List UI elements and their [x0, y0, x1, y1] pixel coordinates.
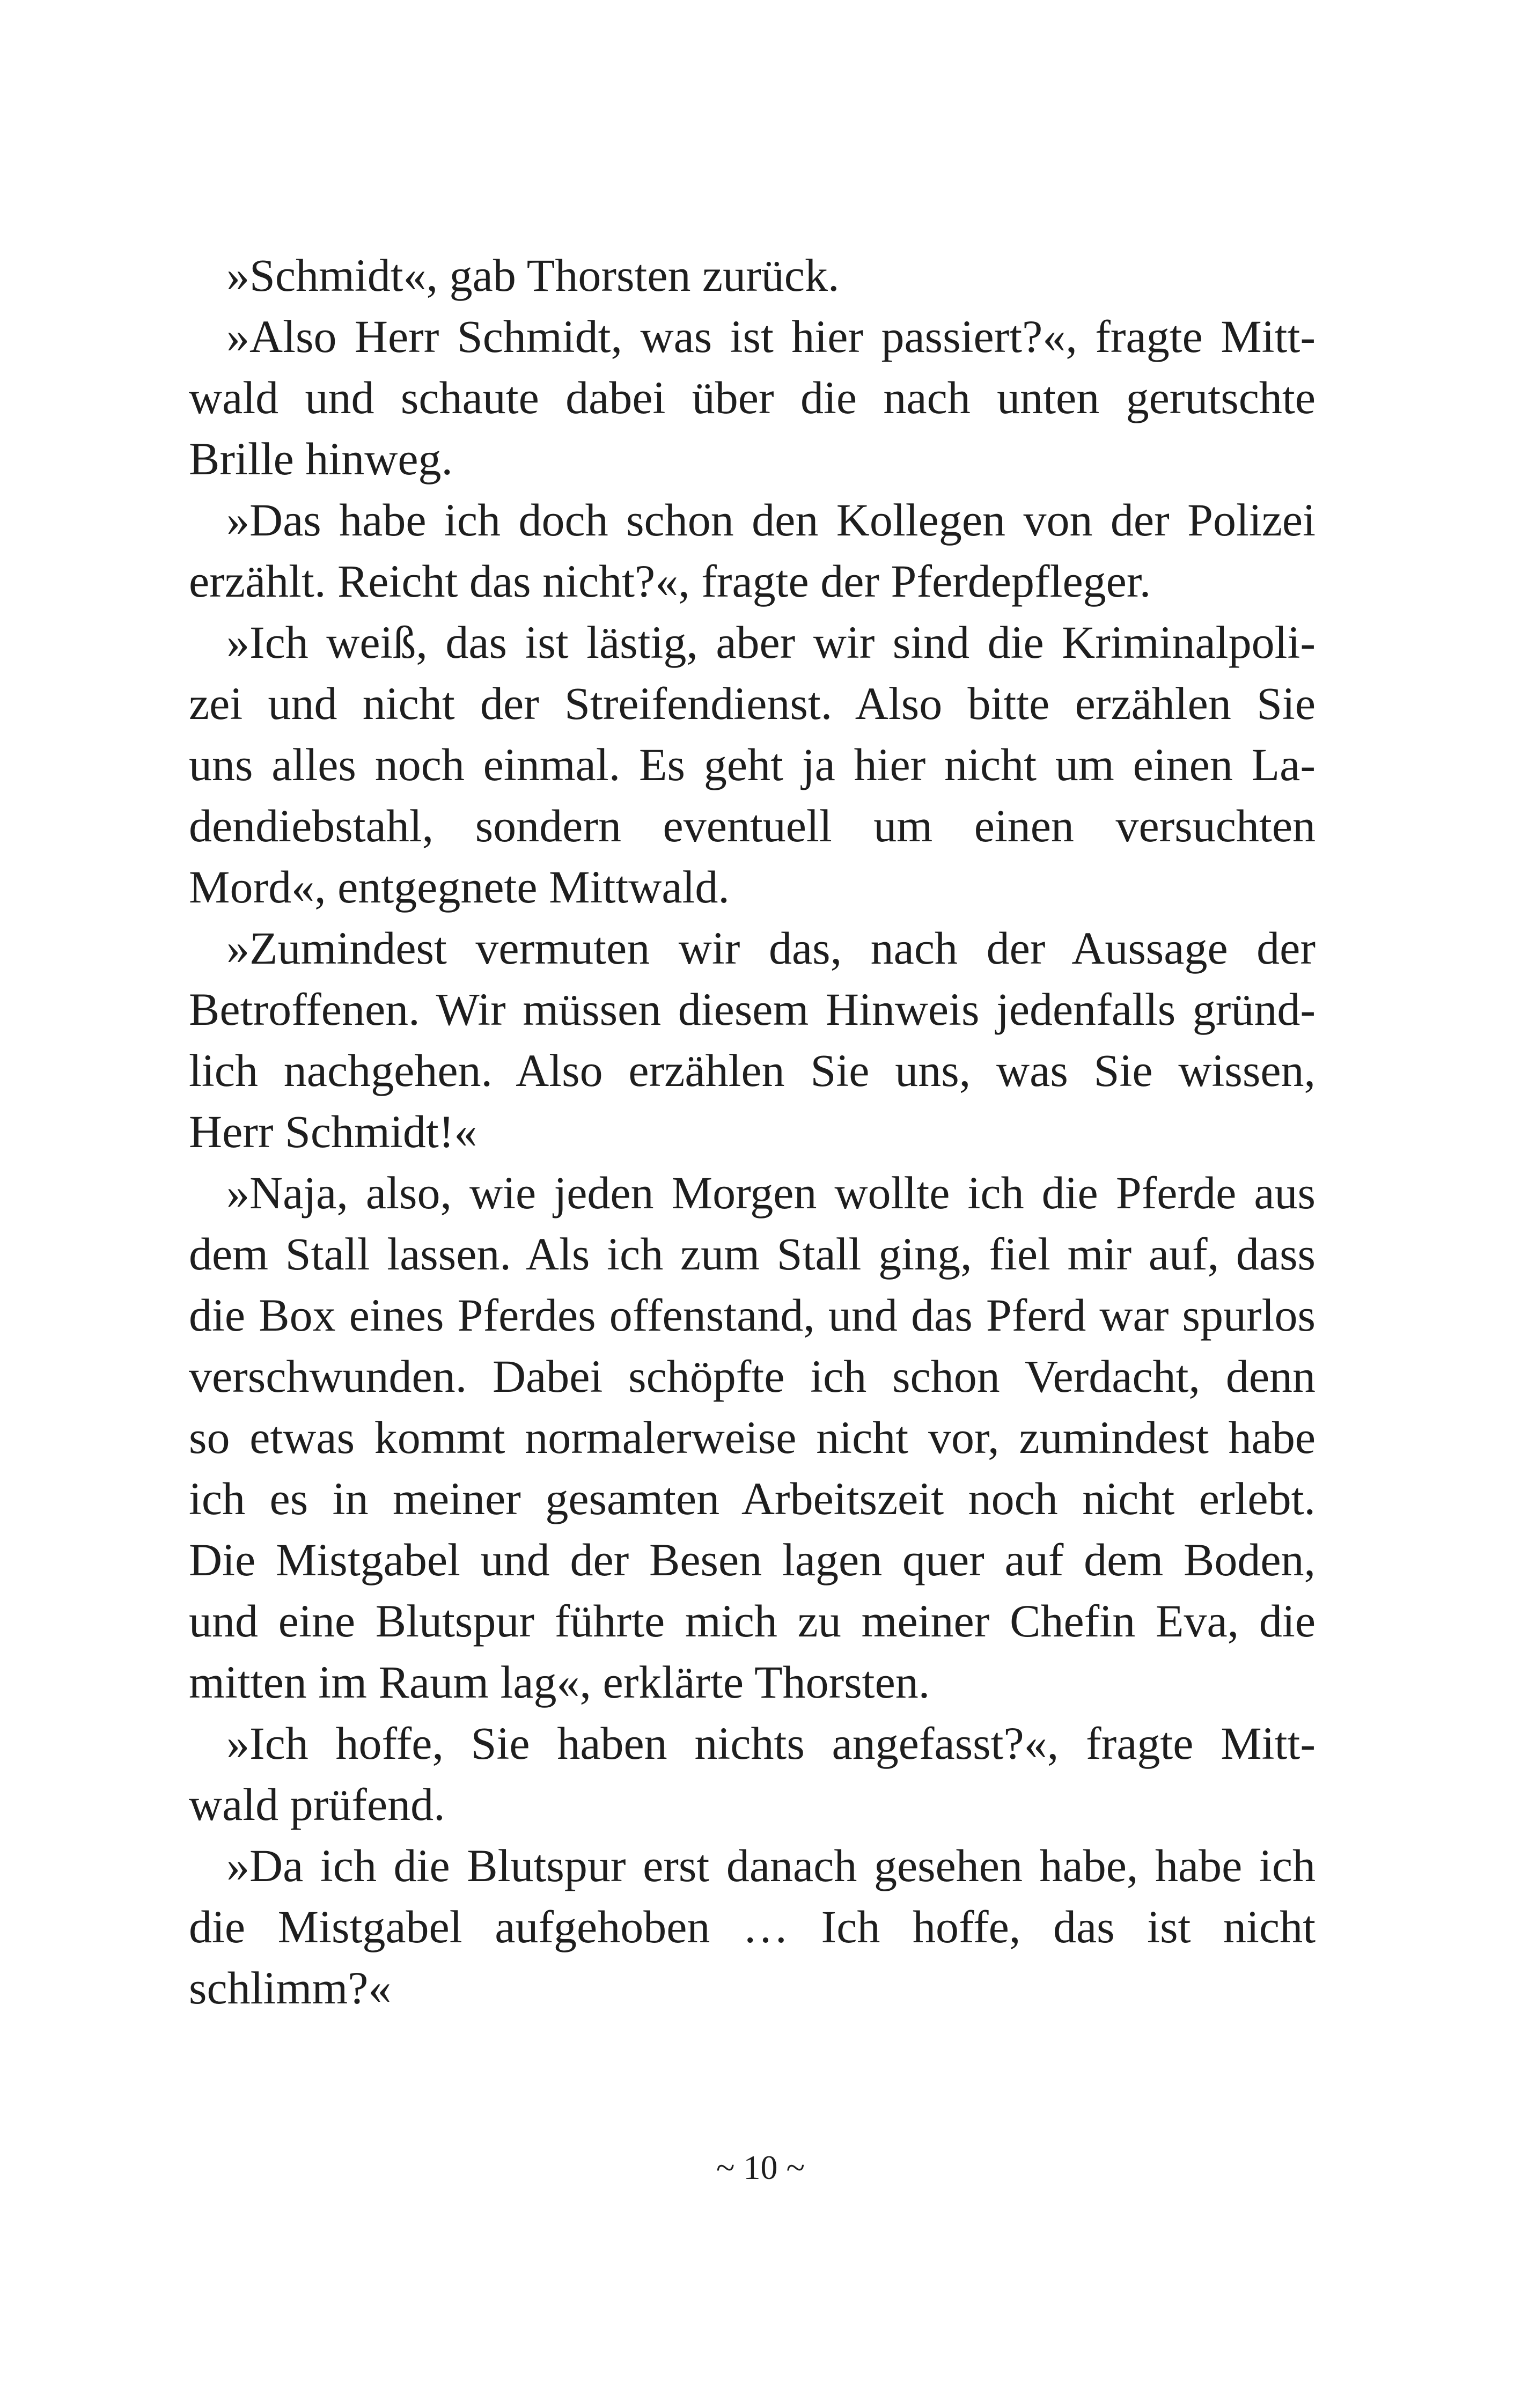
text-line: »Da ich die Blutspur erst danach gesehen habe, habe ich [226, 1840, 1316, 1891]
text-line: lich nachgehen. Also erzählen Sie uns, was Sie wissen, [189, 1045, 1316, 1096]
text-line: »Naja, also, wie jeden Morgen wollte ich die Pferde aus [226, 1167, 1316, 1218]
text-line: Herr Schmidt!« [189, 1106, 477, 1157]
text-line: Brille hinweg. [189, 433, 453, 484]
paragraph [189, 1162, 1316, 1713]
text-line: und eine Blutspur führte mich zu meiner Chefin Eva, die [189, 1595, 1316, 1647]
page-number: ~ 10 ~ [716, 2148, 805, 2186]
text-line: Die Mistgabel und der Besen lagen quer auf dem Boden, [189, 1534, 1316, 1585]
paragraph [189, 1835, 1316, 2018]
text-line: wald und schaute dabei über die nach unten gerutschte [189, 372, 1316, 423]
text-line: ich es in meiner gesamten Arbeitszeit noch nicht erlebt. [189, 1473, 1316, 1524]
text-line: mitten im Raum lag«, erklärte Thorsten. [189, 1656, 930, 1708]
text-line: »Also Herr Schmidt, was ist hier passiert?«, fragte Mitt- [226, 311, 1316, 362]
text-line: verschwunden. Dabei schöpfte ich schon Verdacht, denn [189, 1350, 1316, 1402]
text-line: Betroffenen. Wir müssen diesem Hinweis jedenfalls gründ- [189, 983, 1316, 1035]
text-line: »Das habe ich doch schon den Kollegen von der Polizei [226, 494, 1316, 546]
text-line: so etwas kommt normalerweise nicht vor, zumindest habe [189, 1412, 1316, 1463]
text-line: erzählt. Reicht das nicht?«, fragte der Pferdepfleger. [189, 555, 1151, 607]
text-line: »Schmidt«, gab Thorsten zurück. [226, 249, 840, 301]
text-line: die Mistgabel aufgehoben … Ich hoffe, das ist nicht [189, 1901, 1316, 1952]
body-text [189, 245, 1316, 2018]
text-line: »Ich weiß, das ist lästig, aber wir sind die Kriminalpoli- [226, 616, 1316, 668]
text-line: wald prüfend. [189, 1779, 445, 1830]
text-line: zei und nicht der Streifendienst. Also bitte erzählen Sie [189, 678, 1316, 729]
text-line: schlimm?« [189, 1962, 392, 2014]
text-line: uns alles noch einmal. Es geht ja hier nicht um einen La- [189, 739, 1316, 790]
text-line: die Box eines Pferdes offenstand, und das Pferd war spurlos [189, 1289, 1316, 1341]
paragraph [189, 489, 1316, 612]
paragraph [189, 245, 1316, 306]
paragraph [189, 306, 1316, 489]
paragraph [189, 612, 1316, 917]
text-line: dendiebstahl, sondern eventuell um einen versuchten [189, 800, 1316, 851]
text-line: »Ich hoffe, Sie haben nichts angefasst?«, fragte Mitt- [226, 1717, 1316, 1769]
paragraph [189, 917, 1316, 1162]
text-line: Mord«, entgegnete Mittwald. [189, 861, 730, 913]
paragraph [189, 1713, 1316, 1835]
text-line: »Zumindest vermuten wir das, nach der Aussage der [226, 922, 1316, 974]
text-line: dem Stall lassen. Als ich zum Stall ging, fiel mir auf, dass [189, 1228, 1316, 1280]
